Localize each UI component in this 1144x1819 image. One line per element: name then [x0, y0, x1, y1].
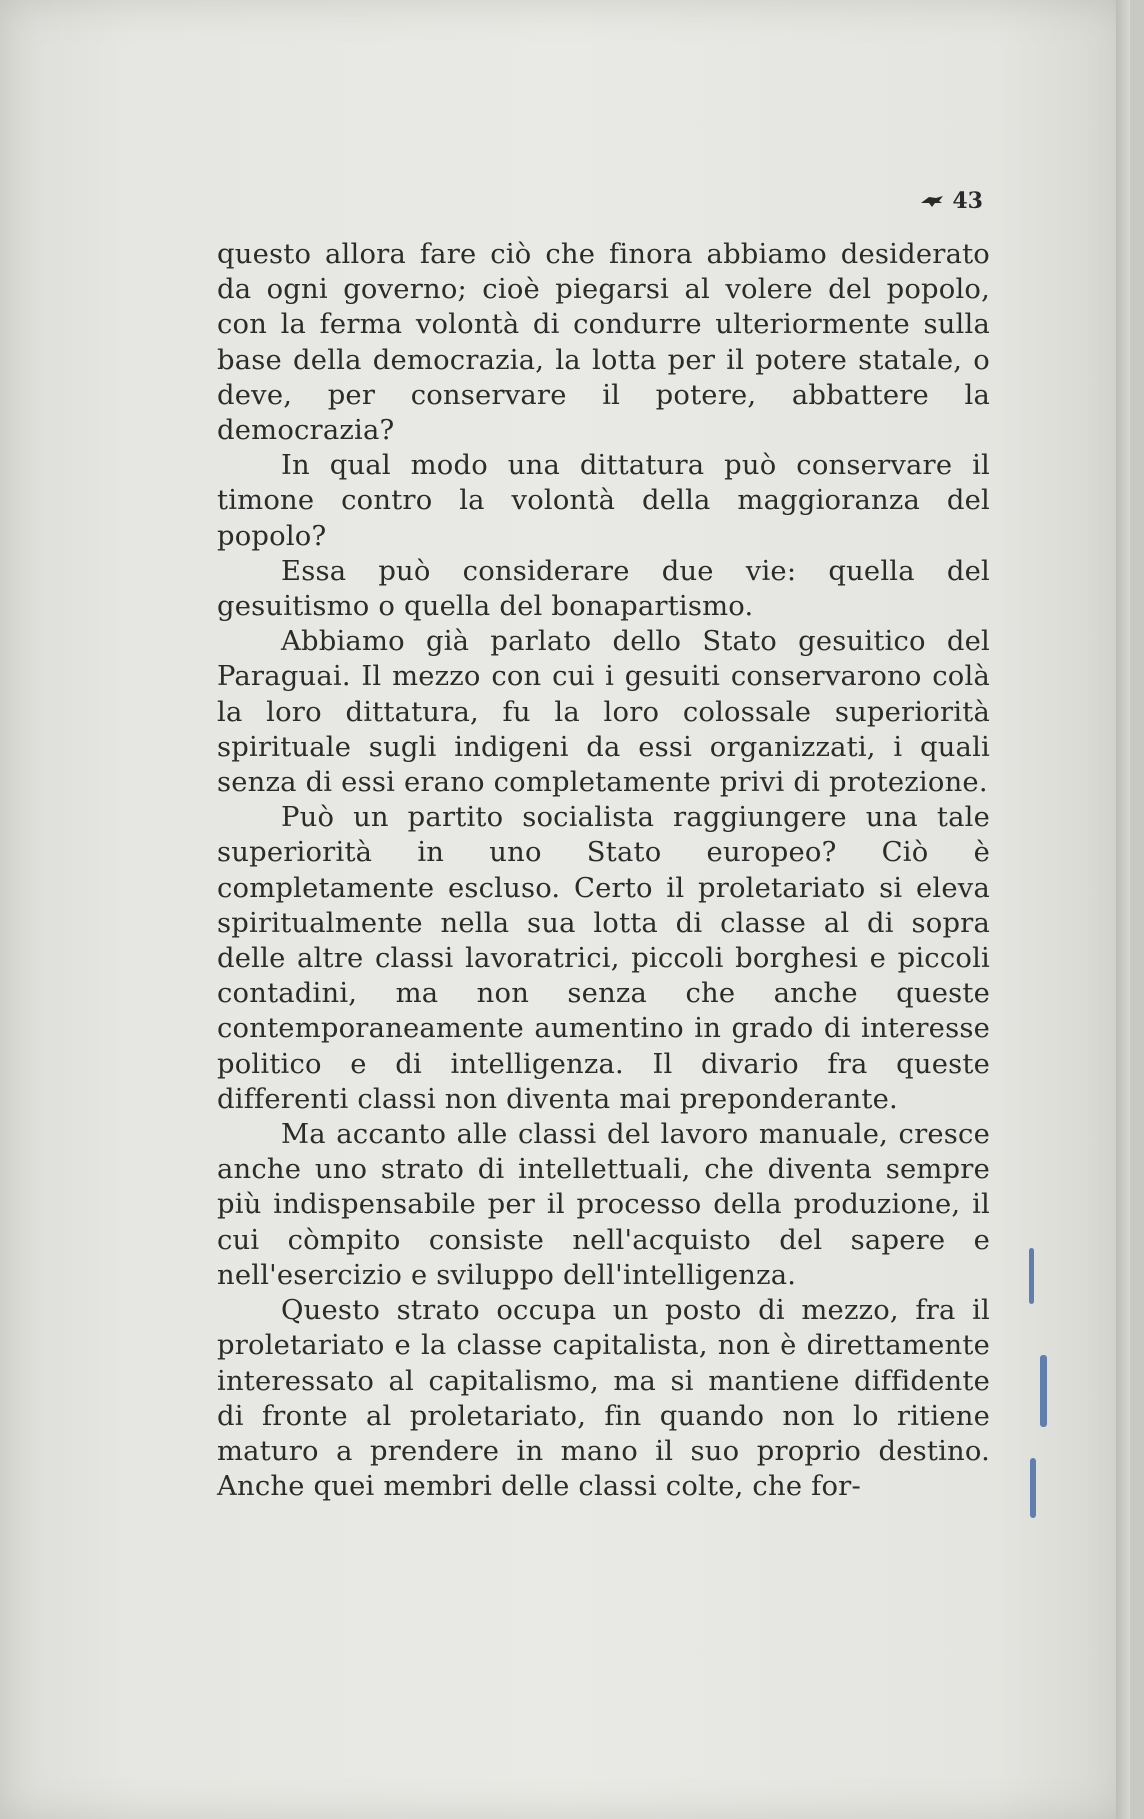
- page-number: 43: [952, 188, 983, 214]
- margin-mark: [1040, 1355, 1047, 1427]
- paragraph: In qual modo una dittatura può conservare il timone contro la volontà della maggioranza del popolo?: [217, 450, 990, 552]
- page-header: [920, 188, 983, 214]
- margin-mark: [1029, 1248, 1034, 1304]
- paragraph: Può un partito socialista raggiungere una tale superiorità in uno Stato europeo? Ciò è completamente escluso. Certo il proletariato si eleva spiritualmente nella sua lotta di classe al di sopra delle altre classi lavoratrici, piccoli borghesi e piccoli contadini, ma non senza che anche queste contemporaneamente aumentino in grado di interesse politico e di intelligenza. Il divario fra queste differenti classi non diventa mai preponderante.: [217, 802, 990, 1115]
- page-edge: [1116, 0, 1130, 1819]
- paragraph: Ma accanto alle classi del lavoro manuale, cresce anche uno strato di intellettuali, che diventa sempre più indispensabile per il processo della produzione, il cui còmpito consiste nell'acquisto del sapere e nell'esercizio e sviluppo dell'intelligenza.: [217, 1119, 990, 1291]
- paragraph: Essa può considerare due vie: quella del gesuitismo o quella del bonapartismo.: [217, 555, 990, 623]
- page-body: [217, 237, 990, 1504]
- paragraph: questo allora fare ciò che finora abbiamo desiderato da ogni governo; cioè piegarsi al volere del popolo, con la ferma volontà di condurre ulteriormente sulla base della democrazia, la lotta per il potere statale, o deve, per conservare il potere, abbattere la democrazia?: [217, 239, 990, 447]
- paragraph: Questo strato occupa un posto di mezzo, fra il proletariato e la classe capitalista, non è direttamente interessato al capitalismo, ma si mantiene diffidente di fronte al proletariato, fin quando non lo ritiene maturo a prendere in mano il suo proprio destino. Anche quei membri delle classi colte, che for-: [217, 1295, 990, 1503]
- paragraph: Abbiamo già parlato dello Stato gesuitico del Paraguai. Il mezzo con cui i gesuiti conservarono colà la loro dittatura, fu la loro colossale superiorità spirituale sugli indigeni da essi organizzati, i quali senza di essi erano completamente privi di protezione.: [217, 626, 990, 799]
- margin-mark: [1030, 1458, 1036, 1518]
- hand-ornament-icon: [920, 194, 944, 208]
